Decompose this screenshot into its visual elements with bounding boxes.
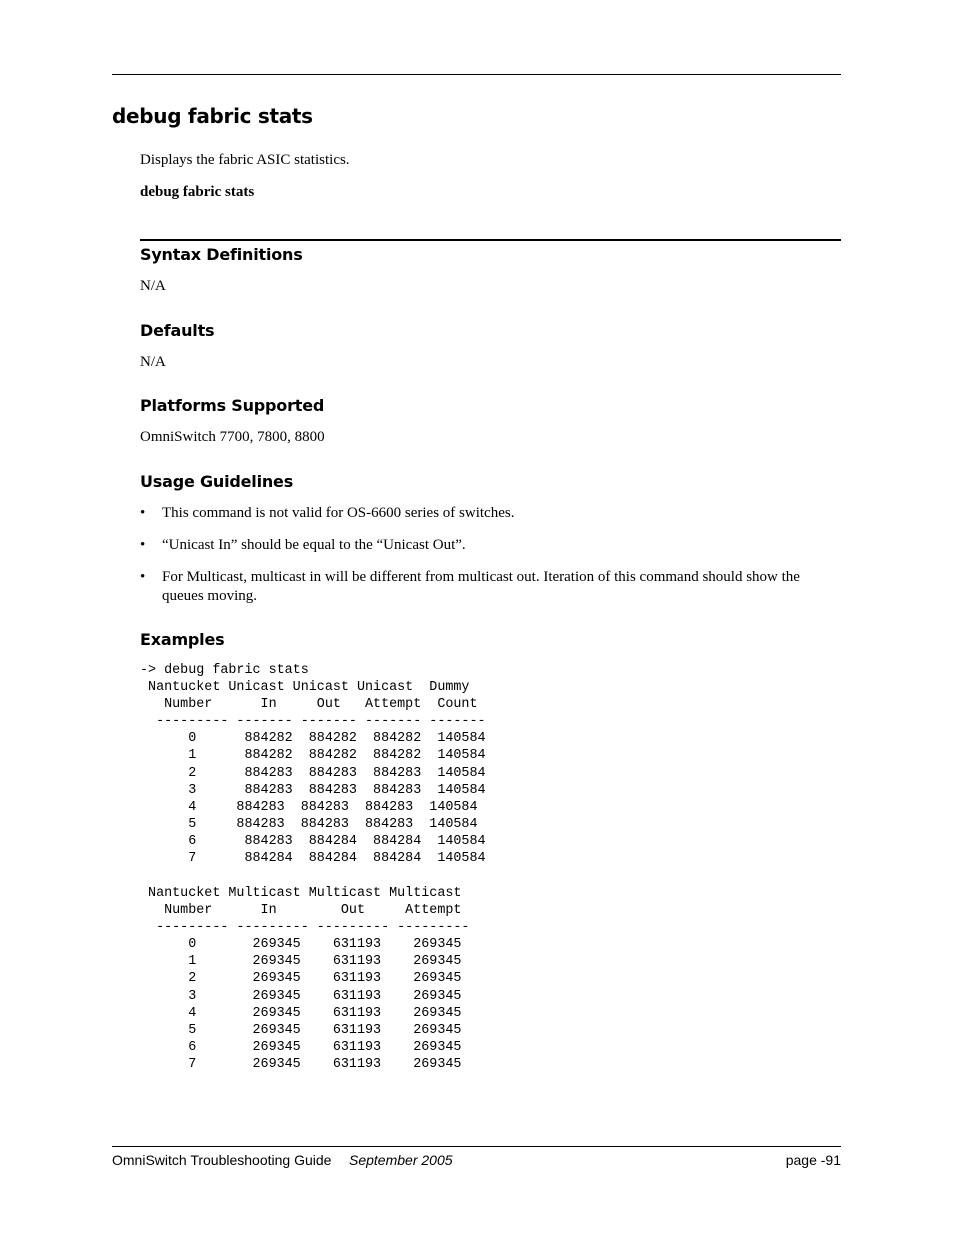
defaults-body: N/A [140, 354, 166, 370]
platforms-supported-body: OmniSwitch 7700, 7800, 8800 [140, 429, 325, 445]
list-item-text: For Multicast, multicast in will be different from multicast out. Iteration of this command should show the queues moving. [162, 569, 800, 604]
defaults-heading: Defaults [140, 321, 215, 340]
section-divider [140, 239, 841, 241]
platforms-supported-heading: Platforms Supported [140, 396, 325, 415]
bullet-icon: • [140, 537, 146, 553]
unicast-stats-output: -> debug fabric stats Nantucket Unicast Unicast Unicast Dummy Number In Out Attempt Count --------- ------- ------- ------- ------- 0 884282 884282 884282 140584 1 884282 884282 884282 140584 2 884283 884283 884283 140584 3 884283 884283 884283 140584 4 884283 884283 884283 140584 5 884283 884283 884283 140584 6 884283 884284 884284 140584 7 884284 884284 884284 140584 [140, 663, 486, 867]
footer-rule [112, 1146, 841, 1147]
page-title: debug fabric stats [112, 104, 313, 128]
list-item-text: “Unicast In” should be equal to the “Unicast Out”. [162, 537, 466, 553]
usage-guidelines-list [140, 504, 840, 619]
usage-guidelines-heading: Usage Guidelines [140, 472, 294, 491]
list-item [140, 504, 840, 523]
multicast-stats-output: Nantucket Multicast Multicast Multicast Number In Out Attempt --------- --------- --------- --------- 0 269345 631193 269345 1 269345 631193 269345 2 269345 631193 269345 3 269345 631193 269345 4 269345 631193 269345 5 269345 631193 269345 6 269345 631193 269345 7 269345 631193 269345 [148, 886, 470, 1072]
syntax-definitions-heading: Syntax Definitions [140, 245, 303, 264]
footer-date: September 2005 [349, 1152, 453, 1168]
bullet-icon: • [140, 505, 146, 521]
list-item [140, 536, 840, 555]
command-description: Displays the fabric ASIC statistics. [140, 152, 350, 168]
footer-guide-title: OmniSwitch Troubleshooting Guide [112, 1152, 332, 1168]
bullet-icon: • [140, 569, 146, 585]
list-item-text: This command is not valid for OS-6600 series of switches. [162, 505, 515, 521]
syntax-definitions-body: N/A [140, 278, 166, 294]
header-rule [112, 74, 841, 75]
list-item [140, 568, 840, 606]
footer-page-number: page -91 [785, 1152, 841, 1168]
command-syntax: debug fabric stats [140, 184, 255, 200]
examples-heading: Examples [140, 630, 225, 649]
